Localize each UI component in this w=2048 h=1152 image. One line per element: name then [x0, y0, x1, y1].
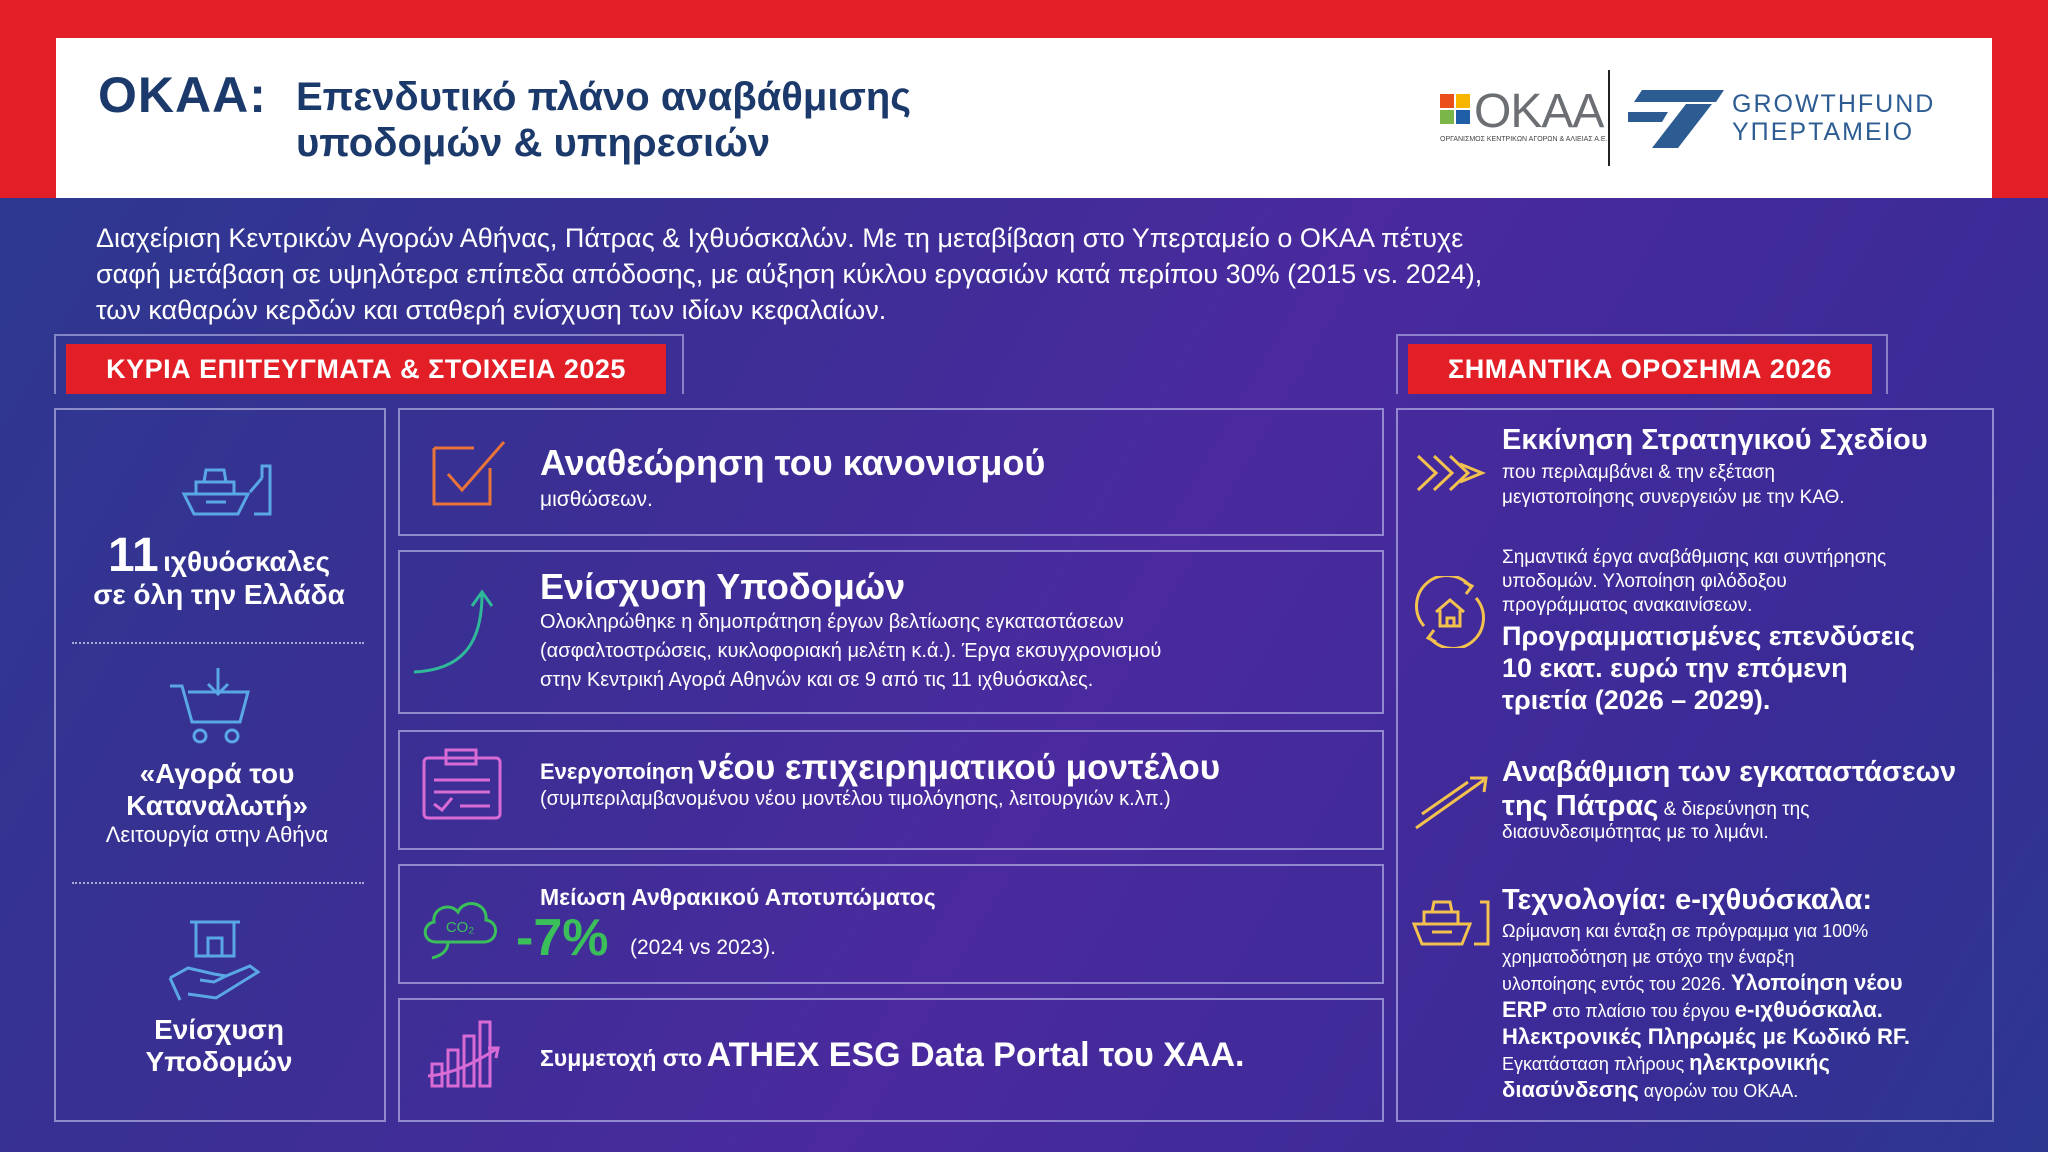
page-title-org: ΟΚΑΑ:	[98, 67, 267, 123]
shopping-cart-icon	[166, 664, 256, 748]
okaa-logo-text: ΟΚΑΑ	[1474, 85, 1604, 138]
card-carbon-footprint-title: Μείωση Ανθρακικού Αποτυπώματος	[540, 884, 936, 910]
milestone-strategy-text-line1: που περιλαμβάνει & την εξέταση	[1502, 462, 1775, 483]
stat-fishmarkets-sub: σε όλη την Ελλάδα	[93, 579, 345, 610]
bar-chart-icon	[426, 1018, 502, 1092]
stat-divider-2	[72, 882, 364, 884]
co2-cloud-icon	[418, 890, 502, 962]
house-refresh-icon	[1414, 576, 1486, 648]
milestone-investments-text-line2: υποδομών. Υλοποίηση φιλόδοξου	[1502, 571, 1787, 592]
milestone-technology-line7b: αγορών του ΟΚΑΑ.	[1638, 1081, 1799, 1101]
okaa-logo	[1440, 85, 1608, 164]
card-infrastructure-text-line2: (ασφαλτοστρώσεις, κυκλοφοριακή μελέτη κ.ά.). Έργα εκσυγχρονισμού	[540, 640, 1162, 662]
card-lease-regulation-title: Αναθεώρηση του κανονισμού	[540, 442, 1046, 483]
growthfund-logo-line2: ΥΠΕΡΤΑΜΕΙΟ	[1732, 118, 1915, 146]
intro-line1: Διαχείριση Κεντρικών Αγορών Αθήνας, Πάτρας & Ιχθυόσκαλών. Με τη μεταβίβαση στο Υπερταμείο ο ΟΚΑΑ πέτυχε	[96, 223, 1464, 253]
milestone-technology-line4	[1502, 997, 1910, 1024]
milestone-technology-line7a: διασύνδεσης	[1502, 1077, 1639, 1102]
checkbox-icon	[430, 438, 510, 508]
card-carbon-footprint-text: (2024 vs 2023).	[630, 936, 776, 959]
milestone-investments-text-line1: Σημαντικά έργα αναβάθμισης και συντήρησης	[1502, 547, 1887, 568]
growthfund-logo	[1628, 88, 1948, 158]
intro-line3: των καθαρών κερδών και σταθερή ενίσχυση των ιδίων κεφαλαίων.	[96, 295, 887, 325]
card-infrastructure-text	[540, 608, 1161, 695]
hand-house-icon	[166, 916, 262, 1006]
stat-infrastructure-line2: Υποδομών	[145, 1046, 293, 1077]
milestone-patras-title: Αναβάθμιση των εγκαταστάσεων	[1502, 756, 1957, 788]
boat-icon	[176, 458, 276, 524]
carbon-reduction-value: -7%	[516, 909, 609, 967]
milestone-strategy-text	[1502, 460, 1845, 510]
fishing-boat-icon	[1410, 898, 1492, 952]
milestone-technology-line3	[1502, 970, 1910, 997]
card-lease-regulation-text: μισθώσεων.	[540, 488, 653, 511]
intro-line2: σαφή μετάβαση σε υψηλότερα επίπεδα απόδοσης, με αύξηση κύκλου εργασιών κατά περίπου 30% (2015 vs. 2024),	[96, 259, 1483, 289]
milestone-technology-line6	[1502, 1050, 1910, 1077]
card-business-model-prefix: Ενεργοποίηση	[540, 759, 694, 784]
achievements-section-label: ΚΥΡΙΑ ΕΠΙΤΕΥΓΜΑΤΑ & ΣΤΟΙΧΕΙΑ 2025	[66, 344, 666, 394]
card-esg-portal-prefix: Συμμετοχή στο	[540, 1045, 703, 1071]
intro-paragraph	[96, 220, 1976, 328]
stat-fishmarkets-number: 11	[107, 529, 159, 582]
stat-consumer-market-line1: «Αγορά του	[139, 758, 295, 789]
card-business-model-text: (συμπεριλαμβανομένου νέου μοντέλου τιμολόγησης, λειτουργιών κ.λπ.)	[540, 788, 1171, 810]
milestone-investments-highlight-line1: Προγραμματισμένες επενδύσεις	[1502, 621, 1915, 651]
milestone-investments-text-line3: προγράμματος ανακαινίσεων.	[1502, 595, 1753, 616]
logo-divider	[1608, 70, 1610, 166]
milestone-technology-title: Τεχνολογία: e-ιχθυόσκαλα:	[1502, 884, 1873, 916]
card-business-model-title	[540, 748, 1220, 788]
okaa-logo-tagline: ΟΡΓΑΝΙΣΜΟΣ ΚΕΝΤΡΙΚΩΝ ΑΓΟΡΩΝ & ΑΛΙΕΙΑΣ Α.Ε.	[1440, 136, 1608, 143]
page-title	[296, 74, 911, 166]
milestone-strategy-title: Εκκίνηση Στρατηγικού Σχεδίου	[1502, 424, 1928, 456]
milestone-technology-line6b: ηλεκτρονικής	[1689, 1050, 1830, 1075]
milestone-investments-highlight-line3: τριετία (2026 – 2029).	[1502, 685, 1771, 715]
clipboard-icon	[420, 748, 504, 822]
stat-divider-1	[72, 642, 364, 644]
milestone-technology-text	[1502, 918, 1910, 1104]
stat-infrastructure-line1: Ενίσχυση	[154, 1014, 284, 1045]
milestone-technology-line3a: υλοποίησης εντός του 2026.	[1502, 974, 1731, 994]
milestone-technology-line4c: e-ιχθυόσκαλα.	[1734, 997, 1883, 1022]
milestone-technology-line1: Ωρίμανση και ένταξη σε πρόγραμμα για 100%	[1502, 921, 1869, 941]
milestone-investments-highlight	[1502, 620, 1915, 716]
card-infrastructure-title: Ενίσχυση Υποδομών	[540, 566, 906, 607]
growthfund-logo-line1: GROWTHFUND	[1732, 90, 1936, 118]
milestone-strategy-text-line2: μεγιστοποίησης συνεργειών με την ΚΑΘ.	[1502, 487, 1845, 508]
milestone-technology-line4a: ERP	[1502, 997, 1548, 1022]
milestone-technology-line5: Ηλεκτρονικές Πληρωμές με Κωδικό RF.	[1502, 1024, 1911, 1049]
milestone-technology-line7	[1502, 1077, 1910, 1104]
card-esg-portal-heading: ATHEX ESG Data Portal του ΧΑΑ.	[706, 1036, 1245, 1074]
stat-consumer-market	[52, 758, 382, 848]
page-title-line2: υποδομών & υπηρεσιών	[296, 121, 771, 165]
growth-arrow-icon	[410, 586, 500, 678]
milestone-technology-line4b: στο πλαίσιο του έργου	[1547, 1001, 1735, 1021]
milestone-investments-highlight-line2: 10 εκατ. ευρώ την επόμενη	[1502, 653, 1848, 683]
okaa-logo-mark-icon	[1440, 94, 1470, 124]
page-title-line1: Επενδυτικό πλάνο αναβάθμισης	[296, 75, 912, 119]
card-infrastructure-text-line3: στην Κεντρική Αγορά Αθηνών και σε 9 από τις 11 ιχθυόσκαλες.	[540, 669, 1094, 691]
co2-label: CO₂	[445, 919, 475, 936]
stat-infrastructure	[54, 1014, 384, 1078]
stat-fishmarkets-label: ιχθυόσκαλες	[163, 546, 331, 577]
milestone-technology-line2: χρηματοδότηση με στόχο την έναρξη	[1502, 947, 1795, 967]
milestone-technology-line3b: Υλοποίηση νέου	[1730, 970, 1903, 995]
upward-arrow-icon	[1414, 774, 1490, 832]
milestone-patras-text2: & διερεύνηση της	[1658, 799, 1810, 820]
growthfund-mark-icon	[1628, 90, 1724, 150]
card-infrastructure-text-line1: Ολοκληρώθηκε η δημοπράτηση έργων βελτίωσης εγκαταστάσεων	[540, 611, 1124, 633]
card-business-model-heading: νέου επιχειρηματικού μοντέλου	[698, 748, 1221, 787]
milestone-investments-text	[1502, 546, 1886, 618]
stat-consumer-market-sub: Λειτουργία στην Αθήνα	[105, 822, 329, 847]
card-esg-portal-title	[540, 1036, 1244, 1075]
milestones-section-label: ΣΗΜΑΝΤΙΚΑ ΟΡΟΣΗΜΑ 2026	[1408, 344, 1872, 394]
milestone-patras-line2	[1502, 790, 1809, 823]
stat-fishmarkets	[54, 528, 384, 611]
milestone-patras-title2: της Πάτρας	[1502, 790, 1659, 822]
stat-consumer-market-line2: Καταναλωτή»	[126, 790, 308, 821]
chevrons-right-icon	[1416, 452, 1486, 494]
milestone-patras-text3: διασυνδεσιμότητας με το λιμάνι.	[1502, 822, 1769, 843]
header-banner	[56, 38, 1992, 198]
milestone-technology-line6a: Εγκατάσταση πλήρους	[1502, 1054, 1690, 1074]
